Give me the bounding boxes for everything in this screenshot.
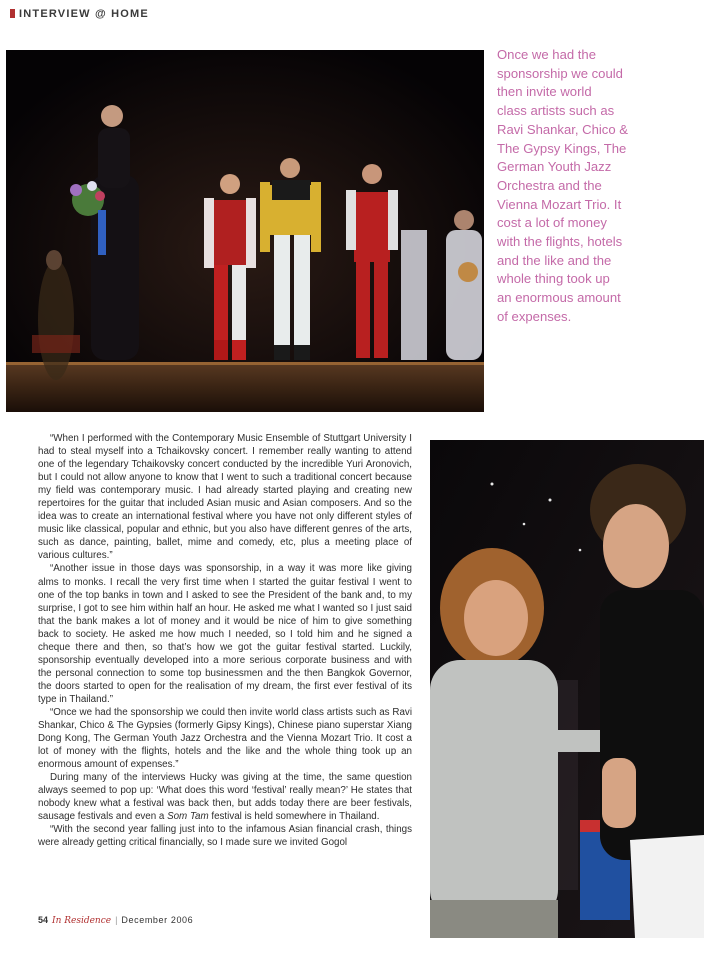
article-text: festival is held somewhere in Thailand. xyxy=(208,811,380,823)
article-paragraph xyxy=(38,771,412,823)
page-number: 54 xyxy=(38,915,49,925)
portrait-photo-illustration xyxy=(430,440,704,938)
musicians-portrait-photo xyxy=(430,440,704,938)
magazine-name: In Residence xyxy=(52,916,112,926)
section-marker xyxy=(10,9,15,18)
footer-separator: | xyxy=(115,915,118,925)
article-emphasis: Som Tam xyxy=(167,811,209,823)
stage-photo-illustration xyxy=(6,50,484,412)
article-text: During many of the interviews Hucky was giving at the time, the same question always seemed to pop up: ‘What does this word ‘festival’ really mean?’ He states that nobody knew what a festival was back then, but adds today there are beer festivals, sausage festivals and even a xyxy=(38,772,412,823)
article-paragraph: “When I performed with the Contemporary Music Ensemble of Stuttgart University I had to steal myself into a Tchaikovsky concert. I remember really wanting to attend one of the legendary Tchaikovsky concert conducted by the incredible Yuri Aronovich, but I could not allow anyone to know that I went to such a traditional concert because my field was contemporary music. I had already started playing and creating new repertoires for the guitar that included Asian music and Asian composers. And so the idea was to create an international festival where you have not only different styles of music like classical, popular and ethnic, but you also have different genres of the arts, such as dance, painting, ballet, mime and comedy, etc, plus a meeting place of various cultures.” xyxy=(38,433,412,562)
issue-date: December 2006 xyxy=(121,915,194,925)
stage-curtain-call-photo xyxy=(6,50,484,412)
pull-quote: Once we had the sponsorship we could then invite world class artists such as Ravi Shankar, Chico & The Gypsy Kings, The German Youth Jazz Orchestra and the Vienna Mozart Trio. It cost a lot of money with the flights, hotels and the like and the whole thing took up an enormous amount of expenses. xyxy=(497,47,629,324)
section-title: INTERVIEW @ HOME xyxy=(19,8,149,20)
page-footer xyxy=(38,915,193,926)
article-paragraph: “Once we had the sponsorship we could then invite world class artists such as Ravi Shankar, Chico & The Gypsies (formerly Gipsy Kings), Chinese piano superstar Xiang Dong Kong, The German Youth Jazz Orchestra and the Vienna Mozart Trio. It cost a lot of money with the flights, hotels and the like and the whole thing took up an enormous amount of expenses.” xyxy=(38,706,412,771)
section-header xyxy=(10,8,149,20)
article-body xyxy=(38,432,412,850)
article-paragraph: “Another issue in those days was sponsorship, in a way it was more like giving alms to monks. I recall the very first time when I started the guitar festival I went to one of the top banks in town and I asked to see the President of the bank and, to my surprise, I got to see him within half an hour. He asked me what I wanted so I just said that the bank makes a lot of money and it would be nice of him to give something back to society. He asked me how much I needed, so I told him and he signed a cheque there and then, so that’s how we got the guitar festival started. Luckily, sponsorship eventually developed into a more serious corporate business and with the personal connection to some top businessmen and the then Bangkok Governor, the doors started to open for the realisation of my dream, the first ever festival of its type in Thailand.” xyxy=(38,563,412,705)
article-paragraph: “With the second year falling just into to the infamous Asian financial crash, things were already getting critical financially, so I made sure we invited Gogol xyxy=(38,824,412,849)
